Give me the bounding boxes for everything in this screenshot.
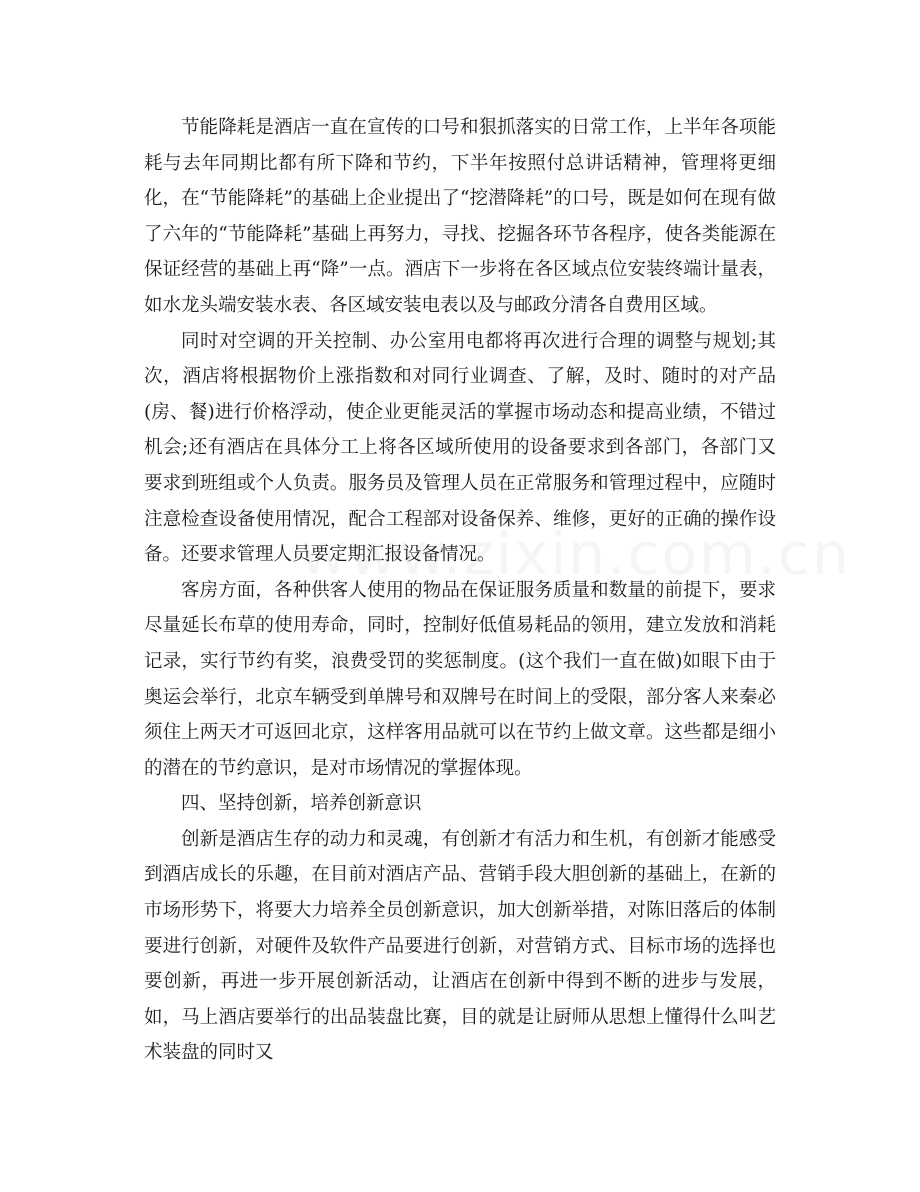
paragraph-energy-saving: 节能降耗是酒店一直在宣传的口号和狠抓落实的日常工作，上半年各项能耗与去年同期比都有所下降和节约，下半年按照付总讲话精神，管理将更细化，在“节能降耗”的基础上企业提出了“挖潜降耗”的口号，既是如何在现有做了六年的“节能降耗”基础上再努力，寻找、挖掘各环节各程序，使各类能源在保证经营的基础上再“降”一点。酒店下一步将在各区域点位安装终端计量表，如水龙头端安装水表、各区域安装电表以及与邮政分清各自费用区域。 — [144, 117, 776, 316]
paragraph-innovation: 创新是酒店生存的动力和灵魂，有创新才有活力和生机，有创新才能感受到酒店成长的乐趣，在目前对酒店产品、营销手段大胆创新的基础上，在新的市场形势下，将要大力培养全员创新意识，加大创新举措，对陈旧落后的体制要进行创新，对硬件及软件产品要进行创新，对营销方式、目标市场的选择也要创新，再进一步开展创新活动，让酒店在创新中得到不断的进步与发展，如，马上酒店要举行的出品装盘比赛，目的就是让厨师从思想上懂得什么叫艺术装盘的同时又 — [144, 828, 776, 1064]
paragraph-housekeeping: 客房方面，各种供客人使用的物品在保证服务质量和数量的前提下，要求尽量延长布草的使用寿命，同时，控制好低值易耗品的领用，建立发放和消耗记录，实行节约有奖，浪费受罚的奖惩制度。(这个我们一直在做)如眼下由于奥运会举行，北京车辆受到单牌号和双牌号在时间上的受限，部分客人来秦必须住上两天才可返回北京，这样客用品就可以在节约上做文章。这些都是细小的潜在的节约意识，是对市场情况的掌握体现。 — [144, 579, 776, 779]
paragraph-equipment-pricing: 同时对空调的开关控制、办公室用电都将再次进行合理的调整与规划;其次，酒店将根据物价上涨指数和对同行业调查、了解，及时、随时的对产品(房、餐)进行价格浮动，使企业更能灵活的掌握市场动态和提高业绩，不错过机会;还有酒店在具体分工上将各区域所使用的设备要求到各部门，各部门又要求到班组或个人负责。服务员及管理人员在正常服务和管理过程中，应随时注意检查设备使用情况，配合工程部对设备保养、维修，更好的正确的操作设备。还要求管理人员要定期汇报设备情况。 — [144, 330, 776, 566]
section-heading-innovation: 四、坚持创新，培养创新意识 — [181, 793, 422, 815]
document-body — [144, 110, 776, 1071]
